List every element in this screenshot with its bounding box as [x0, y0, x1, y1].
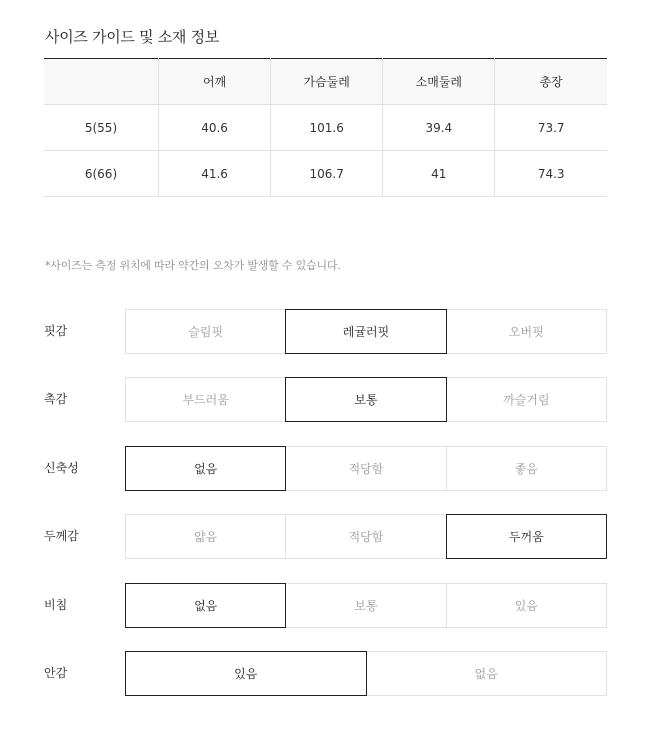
size-table-cell: 40.6 [159, 105, 271, 151]
attribute-label: 촉감 [44, 392, 68, 406]
attribute-option[interactable]: 없음 [125, 446, 286, 491]
attribute-option[interactable]: 얇음 [125, 514, 286, 559]
attribute-row-lining [44, 651, 607, 696]
attribute-option[interactable]: 있음 [446, 583, 607, 628]
attribute-option[interactable]: 보통 [285, 583, 446, 628]
size-table-cell: 74.3 [495, 151, 607, 197]
attribute-options [125, 583, 607, 628]
attribute-options [125, 651, 607, 696]
table-row [44, 105, 607, 151]
table-row [44, 151, 607, 197]
size-table-header-cell: 어깨 [159, 59, 271, 105]
attribute-row-sheerness [44, 583, 607, 628]
size-table-cell: 6(66) [44, 151, 159, 197]
attribute-option[interactable]: 오버핏 [446, 309, 607, 354]
size-table-header-row [44, 59, 607, 105]
attribute-option[interactable]: 슬림핏 [125, 309, 286, 354]
attribute-option[interactable]: 좋음 [446, 446, 607, 491]
attribute-label: 안감 [44, 666, 68, 680]
size-table-cell: 5(55) [44, 105, 159, 151]
attribute-option[interactable]: 적당함 [285, 514, 446, 559]
attribute-label: 핏감 [44, 324, 68, 338]
attribute-options [125, 377, 607, 422]
attribute-option[interactable]: 두꺼움 [446, 514, 607, 559]
attribute-label: 두께감 [44, 529, 79, 543]
attribute-option[interactable]: 없음 [125, 583, 286, 628]
size-table-cell: 41.6 [159, 151, 271, 197]
size-table-header-cell: 총장 [495, 59, 607, 105]
size-table [44, 58, 607, 197]
attribute-option[interactable]: 부드러움 [125, 377, 286, 422]
attribute-row-touch [44, 377, 607, 422]
attribute-options [125, 446, 607, 491]
page-title: 사이즈 가이드 및 소재 정보 [45, 28, 219, 46]
attribute-row-stretch [44, 446, 607, 491]
size-table-cell: 39.4 [383, 105, 495, 151]
size-table-cell: 101.6 [271, 105, 383, 151]
size-note: *사이즈는 측정 위치에 따라 약간의 오차가 발생할 수 있습니다. [45, 259, 341, 272]
size-table-header-cell: 가슴둘레 [271, 59, 383, 105]
attribute-options [125, 309, 607, 354]
attribute-option[interactable]: 적당함 [285, 446, 446, 491]
attribute-option[interactable]: 보통 [285, 377, 446, 422]
attribute-option[interactable]: 레귤러핏 [285, 309, 446, 354]
attribute-row-thickness [44, 514, 607, 559]
size-table-cell: 106.7 [271, 151, 383, 197]
size-table-cell: 73.7 [495, 105, 607, 151]
attribute-label: 신축성 [44, 461, 79, 475]
attribute-option[interactable]: 없음 [366, 651, 608, 696]
size-table-header-cell [44, 59, 159, 105]
size-table-cell: 41 [383, 151, 495, 197]
attribute-options [125, 514, 607, 559]
attribute-option[interactable]: 까슬거림 [446, 377, 607, 422]
attribute-row-fit [44, 309, 607, 354]
attribute-label: 비침 [44, 598, 68, 612]
size-table-header-cell: 소매둘레 [383, 59, 495, 105]
attribute-option[interactable]: 있음 [125, 651, 367, 696]
